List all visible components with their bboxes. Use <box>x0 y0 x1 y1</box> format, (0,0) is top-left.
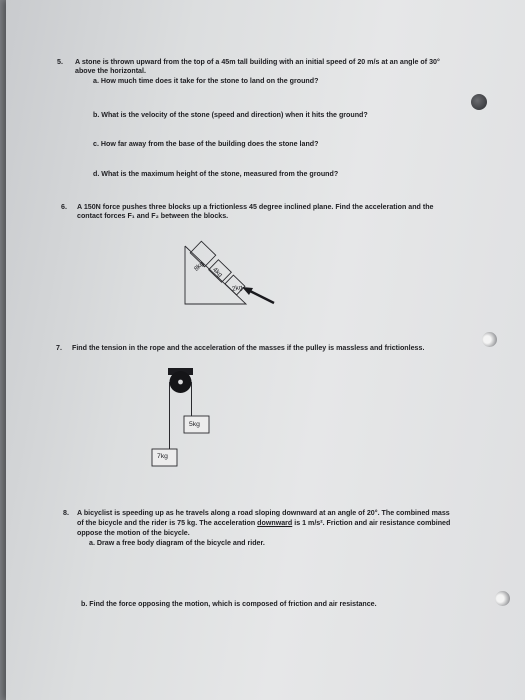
q5-part-d: d. What is the maximum height of the stone, measured from the ground? <box>93 170 339 178</box>
q5-part-c: c. How far away from the base of the building does the stone land? <box>93 140 319 148</box>
q7-text: Find the tension in the rope and the acceleration of the masses if the pulley is massless and frictionless. <box>72 344 425 352</box>
q6-number: 6. <box>61 203 67 211</box>
binder-hole-middle <box>482 332 497 347</box>
q8-text-line2: of the bicycle and the rider is 75 kg. The acceleration downward is 1 m/s². Friction and air resistance combined <box>77 519 451 527</box>
q8-text-line1: A bicyclist is speeding up as he travels along a road sloping downward at an angle of 20°. The combined mass <box>77 509 450 517</box>
q8-text-line3: oppose the motion of the bicycle. <box>77 529 190 537</box>
binder-hole-bottom <box>495 591 510 606</box>
mass-7kg-label: 7kg <box>157 453 168 460</box>
q5-text-line1: A stone is thrown upward from the top of a 45m tall building with an initial speed of 20 m/s at an angle of 30° <box>75 58 440 66</box>
q8-number: 8. <box>63 509 69 517</box>
worksheet-page <box>6 0 525 700</box>
q5-part-a: a. How much time does it take for the stone to land on the ground? <box>93 77 319 85</box>
block-8kg-label: 8kg <box>192 260 206 273</box>
q6-text-line2: contact forces F₁ and F₂ between the blocks. <box>77 212 229 220</box>
q6-text-line1: A 150N force pushes three blocks up a frictionless 45 degree inclined plane. Find the acceleration and the <box>77 203 434 211</box>
q7-number: 7. <box>56 344 62 352</box>
pulley-diagram <box>6 0 525 700</box>
q5-part-b: b. What is the velocity of the stone (speed and direction) when it hits the ground? <box>93 111 368 119</box>
q8-part-a: a. Draw a free body diagram of the bicycle and rider. <box>89 539 265 547</box>
block-4kg-label: 4kg <box>211 266 224 279</box>
binder-hole-top <box>471 94 487 110</box>
q5-number: 5. <box>57 58 63 66</box>
q8-part-b: b. Find the force opposing the motion, which is composed of friction and air resistance. <box>81 600 377 608</box>
block-2kg-label: 2kg <box>231 284 243 293</box>
q5-text-line2: above the horizontal. <box>75 67 146 75</box>
mass-5kg-label: 5kg <box>189 421 200 428</box>
underlined-downward: downward <box>257 519 293 527</box>
